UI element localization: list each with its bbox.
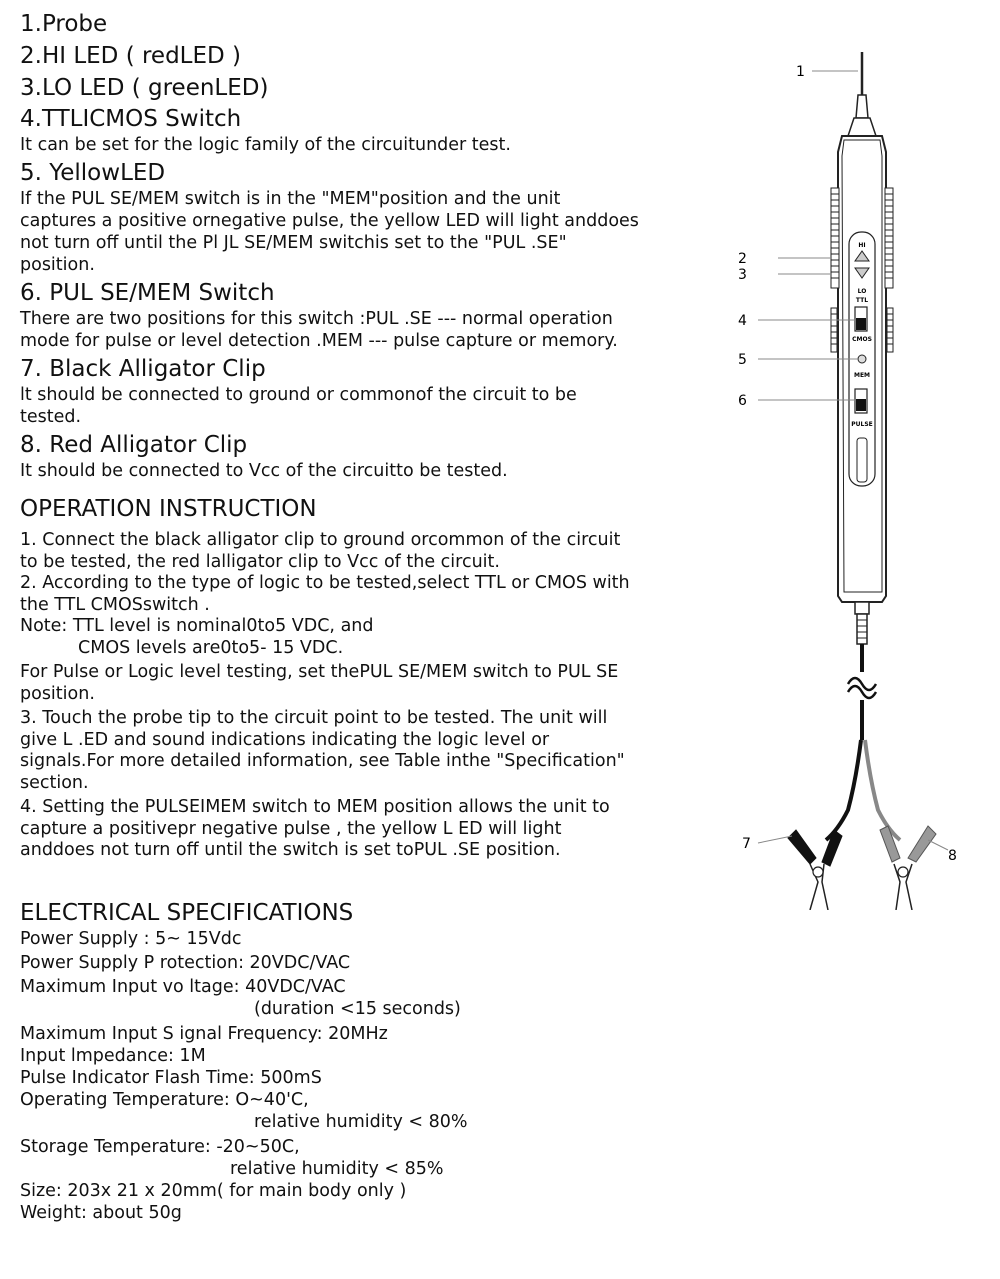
document-text bbox=[20, 8, 640, 1224]
part-3-title: 3.LO LED ( greenLED) bbox=[20, 75, 269, 101]
callout-2: 2 bbox=[738, 251, 747, 267]
spec-power-protection: Power Supply P rotection: 20VDC/VAC bbox=[20, 952, 351, 973]
lo-label: LO bbox=[857, 288, 867, 295]
operation-step-4: 4. Setting the PULSEIMEM switch to MEM position allows the unit to capture a positivepr negative pulse , the yellow L ED will light anddoes not turn off until the switch is set toPUL .SE position. bbox=[20, 797, 610, 860]
operation-step-1: 1. Connect the black alligator clip to ground orcommon of the circuit to be tested, the red lalligator clip to Vcc of the circuit. bbox=[20, 530, 621, 572]
cable bbox=[826, 644, 900, 840]
part-6-title: 6. PUL SE/MEM Switch bbox=[20, 280, 275, 306]
part-6-desc: There are two positions for this switch :PUL .SE --- normal operation mode for pulse or level detection .MEM --- pulse capture or memory. bbox=[20, 309, 618, 351]
operation-note-2: CMOS levels are0to5- 15 VDC. bbox=[78, 637, 344, 658]
callout-3: 3 bbox=[738, 267, 747, 283]
callout-4: 4 bbox=[738, 313, 747, 329]
part-4-desc: It can be set for the logic family of the circuitunder test. bbox=[20, 135, 511, 155]
spec-storage-temperature: Storage Temperature: -20~50C, bbox=[20, 1136, 300, 1157]
hi-label: HI bbox=[858, 242, 866, 249]
spec-pulse-flash-time: Pulse Indicator Flash Time: 500mS bbox=[20, 1067, 322, 1088]
ttl-label: TTL bbox=[855, 297, 869, 304]
part-5-desc: If the PUL SE/MEM switch is in the "MEM"position and the unit captures a positive ornegative pulse, the yellow LED will light anddoes not turn off until the Pl JL SE/MEM switchis set to the "PUL .SE" position. bbox=[20, 189, 639, 275]
strain-relief bbox=[855, 602, 869, 644]
spec-input-impedance: Input lmpedance: 1M bbox=[20, 1045, 206, 1066]
operation-pulse-note: For Pulse or Logic level testing, set thePUL SE/MEM switch to PUL SE position. bbox=[20, 662, 619, 704]
red-alligator-clip bbox=[880, 826, 936, 910]
callout-6: 6 bbox=[738, 393, 747, 409]
part-4-title: 4.TTLICMOS Switch bbox=[20, 106, 242, 132]
probe-body bbox=[831, 136, 893, 602]
part-7-desc: lt should be connected to ground or commonof the circuit to be tested. bbox=[20, 385, 577, 427]
specs-title: ELECTRICAL SPECIFICATIONS bbox=[20, 899, 354, 926]
cmos-label: CMOS bbox=[852, 336, 872, 343]
operation-note-1: Note: TTL level is nominal0to5 VDC, and bbox=[20, 616, 374, 636]
mem-label: MEM bbox=[853, 372, 871, 379]
spec-size: Size: 203x 21 x 20mm( for main body only ) bbox=[20, 1180, 407, 1201]
callout-8: 8 bbox=[948, 848, 957, 864]
spec-max-input-voltage-note: (duration <15 seconds) bbox=[254, 998, 461, 1019]
part-7-title: 7. Black Alligator Clip bbox=[20, 356, 266, 382]
spec-operating-humidity: relative humidity < 80% bbox=[254, 1111, 468, 1132]
part-8-title: 8. Red Alligator Clip bbox=[20, 432, 248, 458]
spec-storage-humidity: relative humidity < 85% bbox=[230, 1158, 444, 1179]
part-2-title: 2.HI LED ( redLED ) bbox=[20, 43, 242, 69]
spec-max-input-voltage: Maximum Input vo ltage: 40VDC/VAC bbox=[20, 976, 346, 997]
callout-1: 1 bbox=[796, 64, 805, 80]
operation-title: OPERATION INSTRUCTION bbox=[20, 496, 317, 522]
part-1-title: 1.Probe bbox=[20, 11, 108, 37]
spec-max-signal-frequency: Maximum Input S ignal Frequency: 20MHz bbox=[20, 1023, 388, 1044]
operation-step-2: 2. According to the type of logic to be tested,select TTL or CMOS with the TTL CMOSswitch . bbox=[20, 573, 630, 615]
probe-tip bbox=[848, 52, 876, 136]
callout-5: 5 bbox=[738, 352, 747, 368]
yellow-led bbox=[858, 355, 866, 363]
callout-7: 7 bbox=[742, 836, 751, 852]
spec-operating-temperature: Operating Temperature: O~40'C, bbox=[20, 1089, 309, 1110]
spec-weight: Weight: about 50g bbox=[20, 1202, 182, 1223]
part-5-title: 5. YellowLED bbox=[20, 160, 166, 186]
logic-probe-diagram bbox=[730, 40, 990, 910]
part-8-desc: It should be connected to Vcc of the circuitto be tested. bbox=[20, 461, 508, 481]
spec-power-supply: Power Supply : 5~ 15Vdc bbox=[20, 928, 242, 949]
operation-step-3: 3. Touch the probe tip to the circuit point to be tested. The unit will give L .ED and sound indications indicating the logic level or signals.For more detailed information, see Table inthe "Specification" section. bbox=[20, 708, 625, 793]
black-alligator-clip bbox=[788, 830, 842, 910]
pulse-label: PULSE bbox=[851, 421, 873, 428]
